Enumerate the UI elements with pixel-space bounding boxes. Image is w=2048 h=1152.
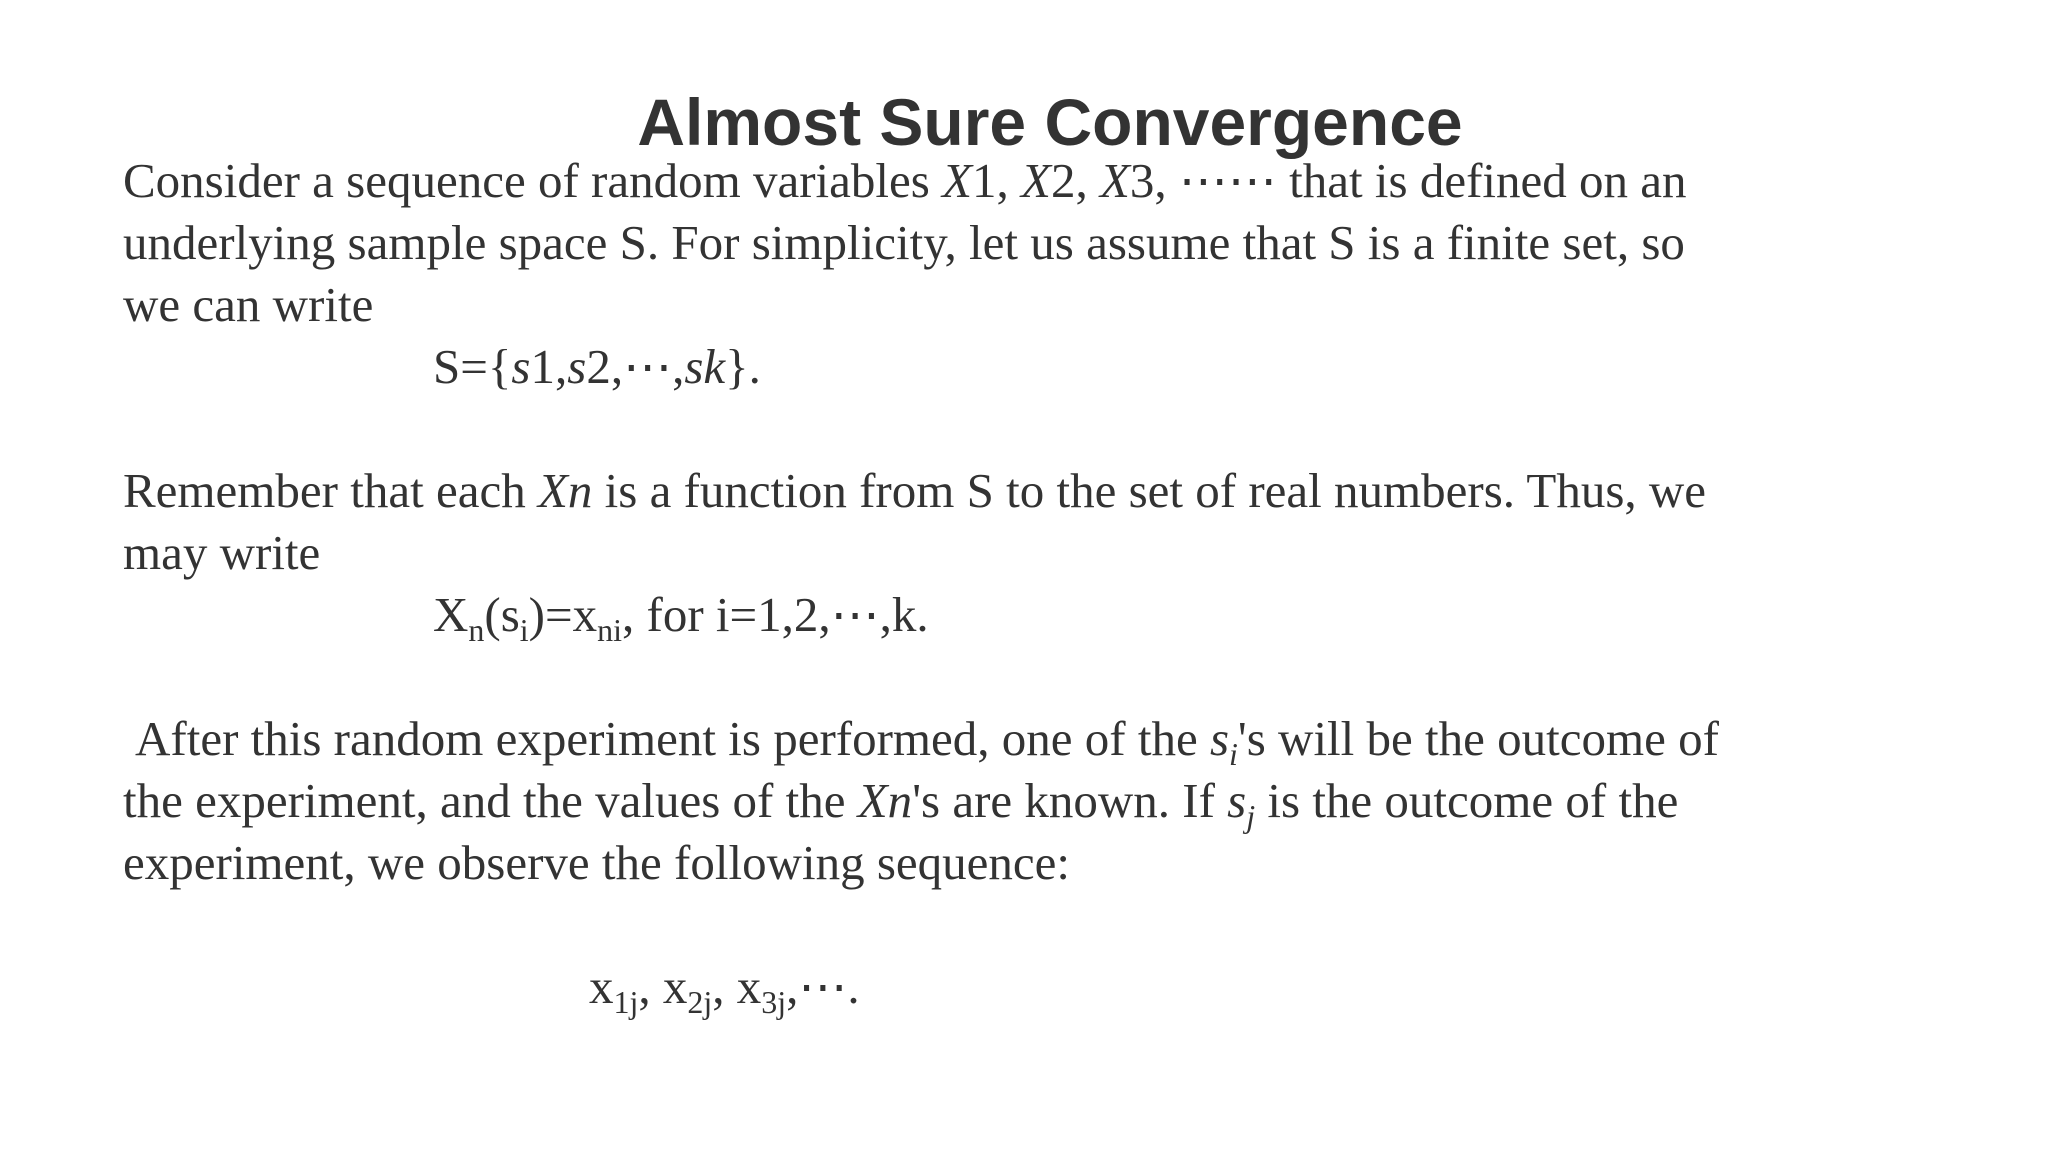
paragraph-2-line-2: may write (123, 525, 321, 580)
paragraph-3-line-1: After this random experiment is performed, one of the $s_i's$ will be the outcome of (135, 711, 1719, 772)
spacer (123, 398, 1963, 460)
paragraph-1-line-2: underlying sample space S. For simplicity, let us assume that S is a finite set, so (123, 215, 1685, 270)
function-equation: $X_n(s_i)=x_{ni}$, for i=1,2,⋯,k. (433, 587, 929, 648)
paragraph-2-line-1: Remember that each Xn is a function from S to the set of real numbers. Thus, we (123, 463, 1707, 518)
slide-title: Almost Sure Convergence (637, 85, 1463, 159)
paragraph-3-line-3: experiment, we observe the following sequence: (123, 835, 1071, 890)
paragraph-1-line-3: we can write (123, 277, 374, 332)
observed-sequence-equation: $x_{1j}$, $x_{2j}$, $x_{3j},\cdots$. (589, 959, 860, 1020)
spacer (123, 646, 1963, 708)
slide-body (123, 150, 1963, 1018)
paragraph-1-line-1: Consider a sequence of random variables X1, X2, X3, ⋯⋯ that is defined on an (123, 153, 1687, 208)
paragraph-3-line-2: the experiment, and the values of the Xn's are known. If $s_j$ is the outcome of the (123, 773, 1679, 834)
sample-space-equation: S={s1,s2,⋯,sk}. (433, 339, 761, 394)
